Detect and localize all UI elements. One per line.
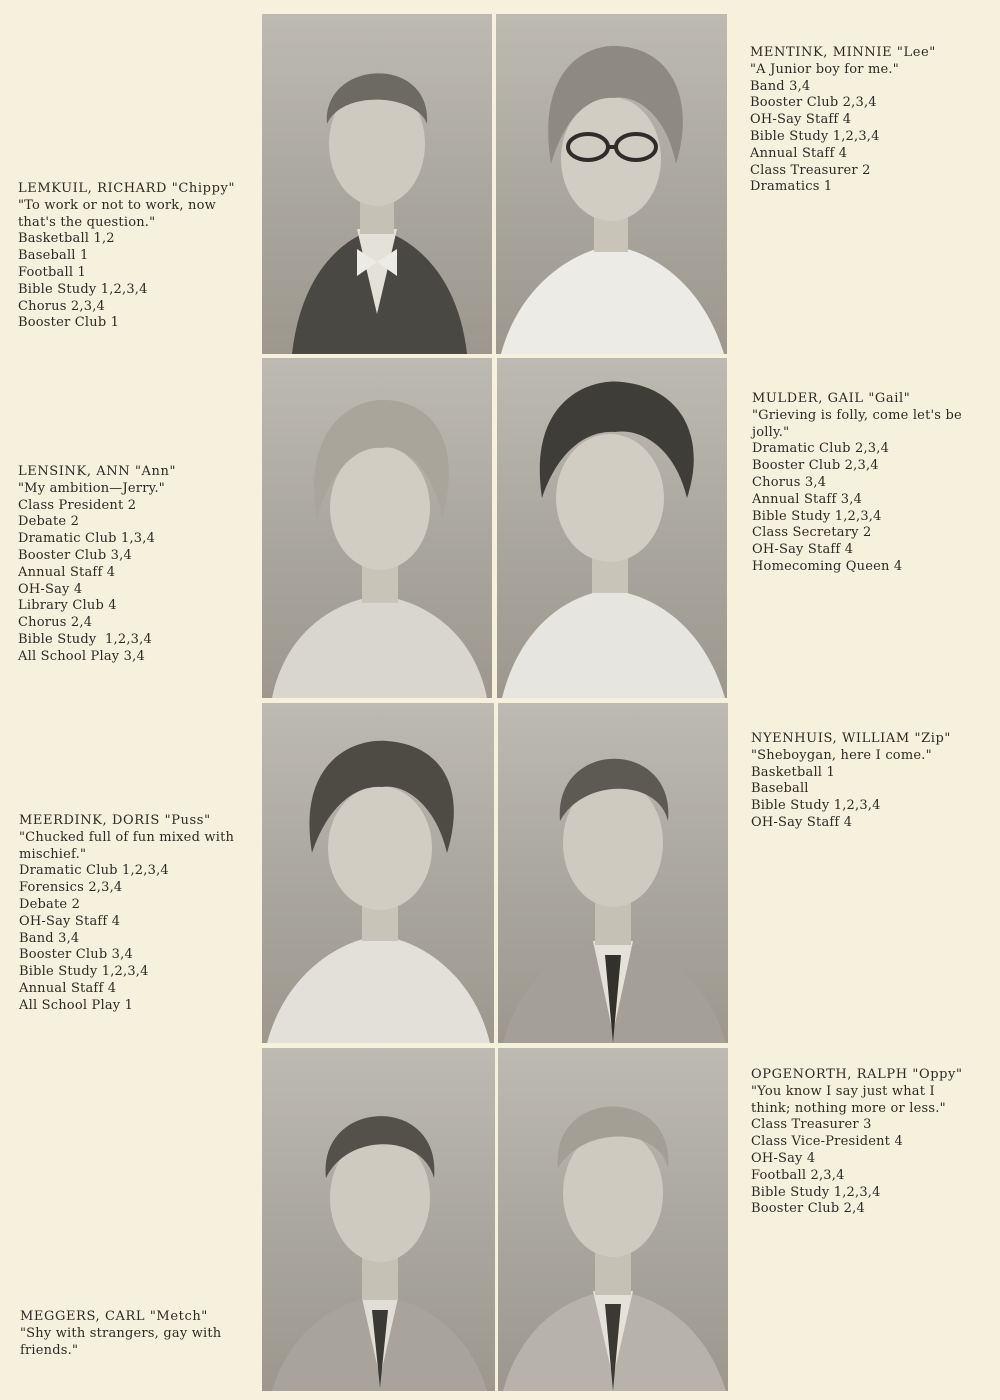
activity-item: Bible Study 1,2,3,4: [19, 964, 149, 980]
activity-item: Annual Staff 4: [19, 980, 117, 996]
student-quote: "My ambition—Jerry.": [18, 480, 165, 496]
activity-item: Booster Club 3,4: [18, 547, 132, 563]
activity-item: Bible Study 1,2,3,4: [751, 1184, 881, 1200]
activity-item: Football 1: [18, 264, 86, 280]
student-name: NYENHUIS, WILLIAM "Zip": [751, 731, 951, 746]
student-name: MULDER, GAIL "Gail": [752, 391, 911, 406]
activity-item: Bible Study 1,2,3,4: [751, 798, 881, 814]
activity-item: Debate 2: [18, 514, 80, 530]
portrait-photo-meggers: [262, 1048, 495, 1391]
activity-item: Bible Study 1,2,3,4: [750, 128, 880, 144]
student-name: LENSINK, ANN "Ann": [18, 464, 177, 479]
activity-item: Dramatics 1: [750, 179, 833, 195]
portrait-photo-lemkuil: [262, 14, 492, 354]
activity-item: Band 3,4: [19, 930, 80, 946]
student-name: LEMKUIL, RICHARD "Chippy": [18, 181, 236, 196]
activity-item: Football 2,3,4: [751, 1167, 845, 1183]
activity-item: Dramatic Club 2,3,4: [752, 441, 890, 457]
student-quote: "Chucked full of fun mixed with mischief.": [19, 829, 235, 862]
student-name: MEERDINK, DORIS "Puss": [19, 813, 211, 828]
activity-item: Chorus 2,4: [18, 615, 93, 631]
activity-item: Bible Study 1,2,3,4: [18, 281, 148, 297]
activity-item: Homecoming Queen 4: [752, 558, 903, 574]
activity-item: Dramatic Club 1,3,4: [18, 531, 156, 547]
bio-nyenhuis: [751, 731, 996, 832]
bio-lemkuil: [18, 181, 263, 332]
portrait-photo-mentink: [496, 14, 727, 354]
activity-item: OH-Say Staff 4: [19, 913, 121, 929]
activity-item: Booster Club 2,3,4: [750, 95, 877, 111]
activity-item: Booster Club 2,3,4: [752, 458, 879, 474]
activity-item: Class Treasurer 3: [751, 1117, 872, 1133]
activity-item: OH-Say Staff 4: [752, 542, 854, 558]
activity-item: OH-Say 4: [751, 1150, 816, 1166]
activity-item: Annual Staff 4: [750, 145, 848, 161]
activity-item: Baseball 1: [18, 248, 89, 264]
activity-item: Class Vice-President 4: [751, 1134, 903, 1150]
activity-item: Class Treasurer 2: [750, 162, 871, 178]
portrait-photo-nyenhuis: [498, 703, 728, 1043]
student-quote: "Sheboygan, here I come.": [751, 747, 932, 763]
activity-item: Forensics 2,3,4: [19, 880, 123, 896]
student-name: MEGGERS, CARL "Metch": [20, 1309, 208, 1324]
bio-opgenorth: [751, 1067, 996, 1218]
student-quote: "Grieving is folly, come let's be jolly.": [752, 407, 962, 440]
activity-item: Class Secretary 2: [752, 525, 872, 541]
portrait-photo-mulder: [497, 358, 727, 698]
bio-mentink: [750, 45, 995, 196]
activity-item: Annual Staff 3,4: [752, 491, 863, 507]
activity-item: Booster Club 2,4: [751, 1201, 865, 1217]
bio-meerdink: [19, 813, 264, 1015]
activity-item: Debate 2: [19, 896, 81, 912]
student-quote: "Shy with strangers, gay with friends.": [20, 1325, 222, 1358]
activity-item: All School Play 3,4: [18, 648, 145, 664]
activity-item: OH-Say Staff 4: [750, 112, 852, 128]
portrait-photo-lensink: [262, 358, 492, 698]
activity-item: Class President 2: [18, 497, 137, 513]
activity-item: Basketball 1: [751, 764, 835, 780]
bio-lensink: [18, 464, 263, 666]
activity-item: Baseball: [751, 781, 809, 797]
student-quote: "To work or not to work, now that's the question.": [18, 197, 216, 230]
activity-item: Library Club 4: [18, 598, 117, 614]
activity-item: Band 3,4: [750, 78, 811, 94]
activity-item: All School Play 1: [19, 997, 134, 1013]
activity-item: Annual Staff 4: [18, 564, 116, 580]
student-name: OPGENORTH, RALPH "Oppy": [751, 1067, 963, 1082]
activity-item: Bible Study 1,2,3,4: [18, 631, 152, 647]
activity-item: Bible Study 1,2,3,4: [752, 508, 882, 524]
activity-item: OH-Say 4: [18, 581, 83, 597]
activity-item: Chorus 2,3,4: [18, 298, 106, 314]
bio-mulder: [752, 391, 997, 576]
activity-item: Booster Club 1: [18, 315, 120, 331]
activity-item: Chorus 3,4: [752, 474, 827, 490]
bio-meggers: [20, 1309, 265, 1359]
activity-item: Basketball 1,2: [18, 231, 115, 247]
activity-item: Dramatic Club 1,2,3,4: [19, 863, 169, 879]
student-quote: "You know I say just what I think; nothing more or less.": [751, 1083, 946, 1116]
portrait-photo-meerdink: [262, 703, 494, 1043]
portrait-photo-opgenorth: [498, 1048, 728, 1391]
student-quote: "A Junior boy for me.": [750, 61, 899, 77]
activity-item: OH-Say Staff 4: [751, 814, 853, 830]
student-name: MENTINK, MINNIE "Lee": [750, 45, 936, 60]
activity-item: Booster Club 3,4: [19, 947, 133, 963]
